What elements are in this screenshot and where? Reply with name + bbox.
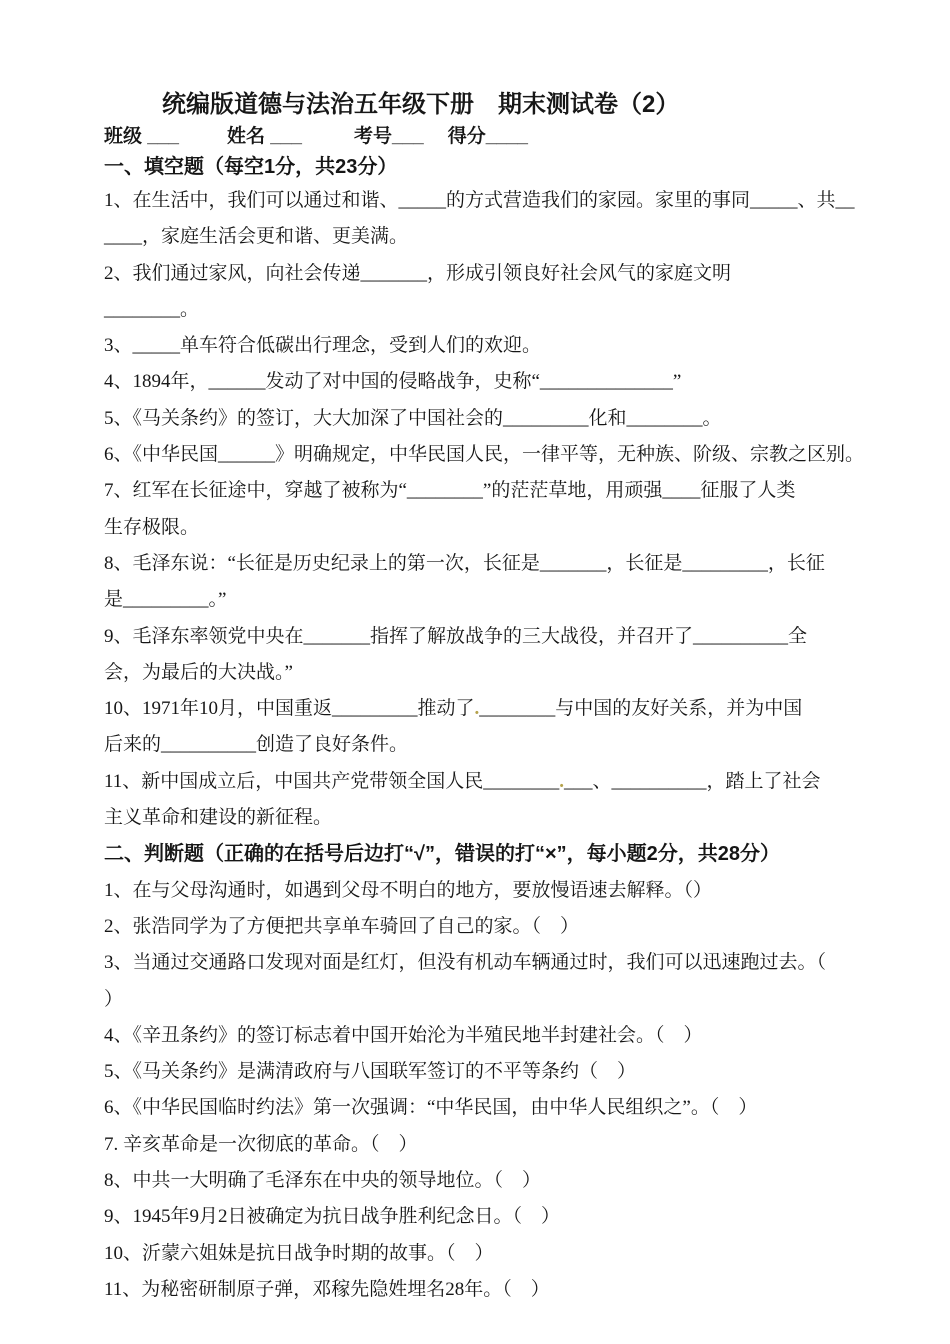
name-field: [227, 122, 302, 151]
fill-q8-line2: 是_________。”: [104, 589, 227, 611]
fill-q6-line1: 6、《中华民国______》明确规定，中华民国人民，一律平等，无种族、阶级、宗教之区别。: [104, 444, 865, 466]
judge-q7-line1: 7. 辛亥革命是一次彻底的革命。（ ）: [104, 1133, 418, 1155]
class-label: 班级: [104, 126, 143, 147]
student-info-row: [104, 122, 950, 151]
fill-q1-line1: 1、在生活中，我们可以通过和谐、_____的方式营造我们的家园。家里的事同_____、共__: [104, 190, 855, 211]
fill-q2-line1: 2、我们通过家风，向社会传递_______，形成引领良好社会风气的家庭文明: [104, 262, 732, 284]
fill-q9-line1: 9、毛泽东率领党中央在_______指挥了解放战争的三大战役，并召开了__________全: [104, 625, 808, 647]
stray-mark: .: [474, 698, 480, 720]
section-judge-heading: 二、判断题（正确的在括号后边打“√”，错误的打“×”，每小题2分，共28分）: [104, 843, 781, 866]
stray-mark: .: [559, 770, 565, 792]
fill-q4-line1: 4、1894年，______发动了对中国的侵略战争，史称“______________”: [104, 371, 682, 393]
exam-number-label: 考号: [354, 126, 393, 147]
fill-q9-line2: 会，为最后的大决战。”: [104, 661, 293, 683]
fill-q1-line2: ____，家庭生活会更和谐、更美满。: [104, 226, 409, 248]
judge-q11-line1: 11、为秘密研制原子弹，邓稼先隐姓埋名28年。（ ）: [104, 1278, 550, 1300]
exam-number-field: [354, 122, 424, 151]
fill-q11-line1: [104, 764, 950, 800]
judge-q3-line1: 3、当通过交通路口发现对面是红灯，但没有机动车辆通过时，我们可以迅速跑过去。（: [104, 952, 827, 974]
judge-q8-line1: 8、中共一大明确了毛泽东在中央的领导地位。（ ）: [104, 1170, 542, 1192]
page-title: 统编版道德与法治五年级下册 期末测试卷（2）: [162, 91, 680, 118]
judge-q10-line1: 10、沂蒙六姐妹是抗日战争时期的故事。（ ）: [104, 1242, 494, 1264]
fill-q8-line1: 8、毛泽东说：“长征是历史纪录上的第一次，长征是_______，长征是_________，长征: [104, 552, 825, 574]
fill-q2-line2: ________。: [104, 298, 200, 320]
fill-q11-text-post: ___、__________，踏上了社会: [564, 770, 821, 792]
score-field: [448, 122, 528, 151]
fill-q11-text-pre: 11、新中国成立后，中国共产党带领全国人民________: [104, 770, 560, 792]
judge-q5-line1: 5、《马关条约》是满清政府与八国联军签订的不平等条约（ ）: [104, 1061, 637, 1083]
judge-q2-line1: 2、张浩同学为了方便把共享单车骑回了自己的家。（ ）: [104, 915, 580, 937]
judge-q6-line1: 6、《中华民国临时约法》第一次强调：“中华民国，由中华人民组织之”。（ ）: [104, 1097, 758, 1119]
name-blank: ___: [265, 126, 302, 147]
judge-q9-line1: 9、1945年9月2日被确定为抗日战争胜利纪念日。（ ）: [104, 1206, 561, 1228]
fill-q10-text-pre: 10、1971年10月，中国重返_________推动了: [104, 698, 475, 720]
class-field: [104, 122, 179, 151]
section-fill-heading: 一、填空题（每空1分，共23分）: [104, 156, 398, 178]
class-blank: ___: [142, 126, 179, 147]
fill-q10-line2: 后来的__________创造了良好条件。: [104, 734, 409, 756]
exam-number-blank: ___: [392, 126, 424, 147]
fill-q7-line1: 7、红军在长征途中，穿越了被称为“________”的茫茫草地，用顽强____征服了人类: [104, 480, 796, 502]
document-body: [104, 183, 950, 1308]
score-label: 得分: [447, 126, 486, 147]
fill-q5-line1: 5、《马关条约》的签订，大大加深了中国社会的_________化和________。: [104, 407, 722, 429]
judge-q1-line1: 1、在与父母沟通时，如遇到父母不明白的地方，要放慢语速去解释。（）: [104, 879, 713, 901]
name-label: 姓名: [227, 126, 266, 147]
fill-q7-line2: 生存极限。: [104, 516, 200, 538]
fill-q10-line1: [104, 691, 950, 727]
fill-q11-line2: 主义革命和建设的新征程。: [104, 807, 333, 829]
judge-q3-line2: ）: [104, 988, 124, 1010]
fill-q10-text-post: ________与中国的友好关系，并为中国: [479, 698, 803, 720]
fill-q3-line1: 3、_____单车符合低碳出行理念，受到人们的欢迎。: [104, 335, 542, 357]
score-blank: ____: [485, 126, 529, 147]
judge-q4-line1: 4、《辛丑条约》的签订标志着中国开始沦为半殖民地半封建社会。（ ）: [104, 1024, 703, 1046]
